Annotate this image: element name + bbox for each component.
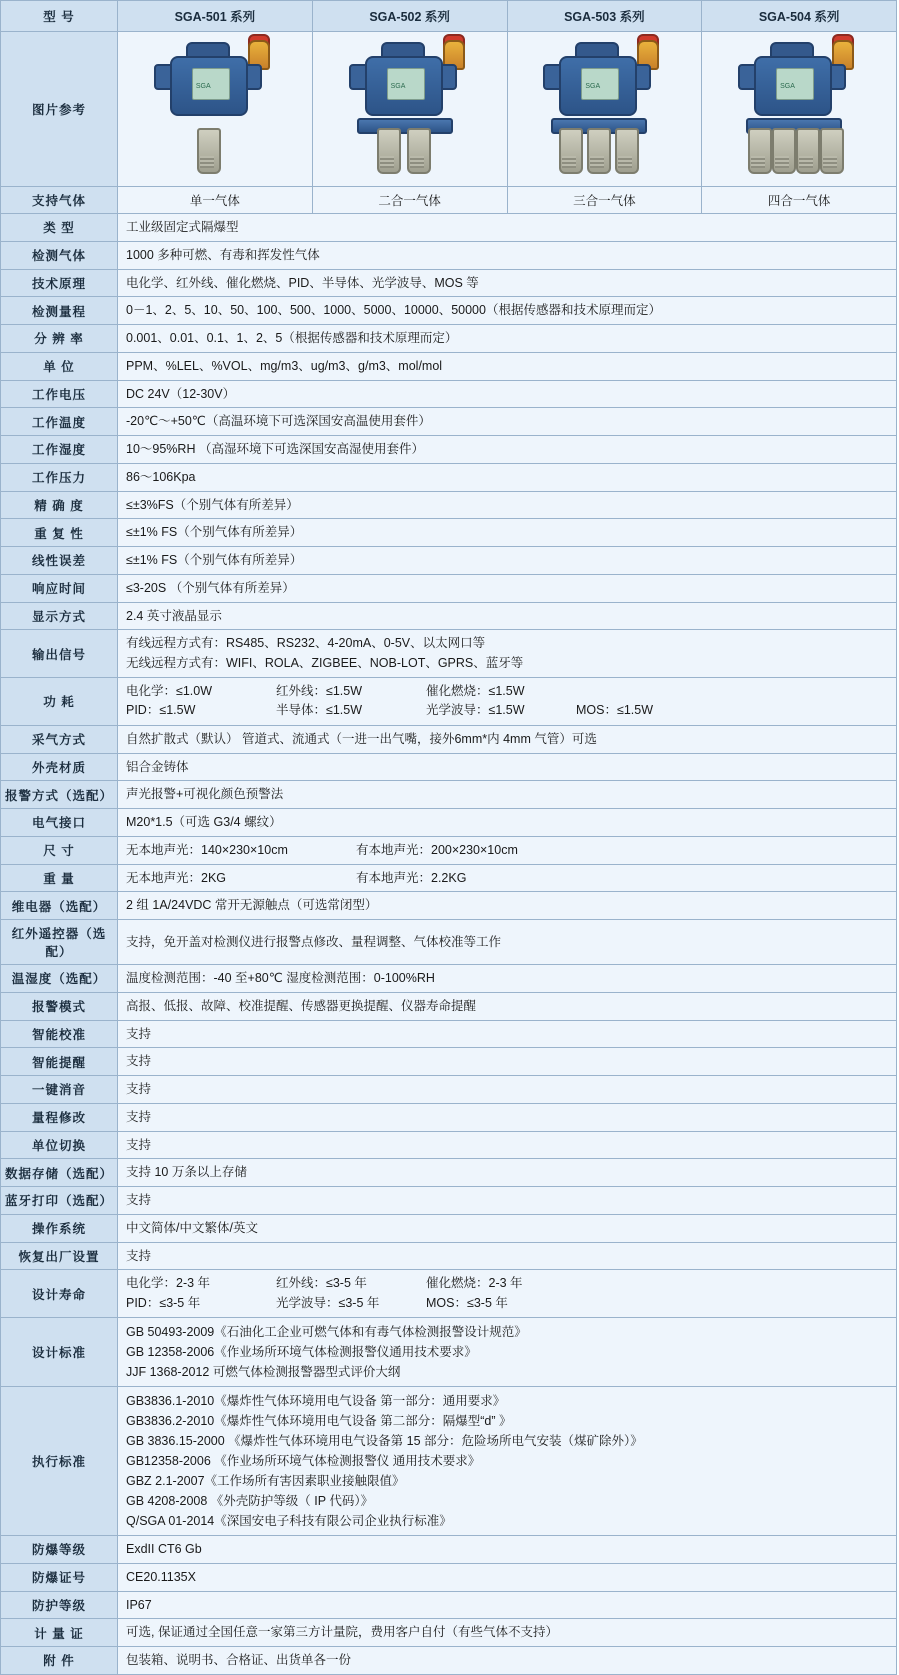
- table-row: [1, 491, 897, 519]
- model-header-3: SGA-503 系列: [507, 1, 702, 32]
- row-label-repeatability: 重 复 性: [1, 519, 118, 547]
- row-label-design-standard: 设计标准: [1, 1318, 118, 1387]
- device-body: [365, 56, 443, 116]
- table-row-gas-support: [1, 187, 897, 214]
- table-row: [1, 1591, 897, 1619]
- table-row: [1, 1131, 897, 1159]
- row-value-display: 2.4 英寸液晶显示: [118, 602, 897, 630]
- table-row: [1, 1103, 897, 1131]
- row-value-power: [118, 678, 897, 726]
- product-image-1: [118, 32, 313, 187]
- row-label-size: 尺 寸: [1, 836, 118, 864]
- device-probe-1: [559, 128, 583, 174]
- row-value-pressure: 86～106Kpa: [118, 463, 897, 491]
- device-probe-2: [772, 128, 796, 174]
- row-value-one-key-mute: 支持: [118, 1076, 897, 1104]
- row-label-os: 操作系统: [1, 1214, 118, 1242]
- row-label-type: 类 型: [1, 214, 118, 242]
- device-probe-1: [197, 128, 221, 174]
- standard-line: JJF 1368-2012 可燃气体检测报警器型式评价大纲: [126, 1365, 401, 1379]
- table-row: [1, 436, 897, 464]
- exec-line: GB3836.1-2010《爆炸性气体环境用电气设备 第一部分：通用要求》: [126, 1394, 506, 1408]
- life-line-1: [126, 1274, 888, 1293]
- table-row-images: [1, 32, 897, 187]
- row-value-design-standard: [118, 1318, 897, 1387]
- row-value-electrical-interface: M20*1.5（可选 G3/4 螺纹）: [118, 809, 897, 837]
- row-label-design-life: 设计寿命: [1, 1270, 118, 1318]
- table-row: [1, 214, 897, 242]
- table-row: [1, 678, 897, 726]
- screen-text: SGA: [585, 83, 601, 90]
- row-value-alarm-type: 声光报警+可视化颜色预警法: [118, 781, 897, 809]
- device-screen: [192, 68, 230, 100]
- row-value-humidity: 10～95%RH （高湿环境下可选深国安高湿使用套件）: [118, 436, 897, 464]
- table-row: [1, 241, 897, 269]
- device-probe-1: [377, 128, 401, 174]
- row-value-smart-reminder: 支持: [118, 1048, 897, 1076]
- power-cell: 光学波导：≤1.5W: [426, 703, 525, 718]
- table-row: [1, 920, 897, 965]
- row-label-power: 功 耗: [1, 678, 118, 726]
- header-label: 型 号: [1, 1, 118, 32]
- table-row: [1, 269, 897, 297]
- power-cell: 半导体：≤1.5W: [276, 703, 363, 718]
- device-manifold: [357, 118, 453, 134]
- row-label-resolution: 分 辨 率: [1, 325, 118, 353]
- row-label-smart-reminder: 智能提醒: [1, 1048, 118, 1076]
- device-screen: [581, 68, 619, 100]
- table-row: [1, 1619, 897, 1647]
- exec-line: GB 3836.15-2000 《爆炸性气体环境用电气设备第 15 部分：危险场所电气安装（煤矿除外）》: [126, 1434, 643, 1448]
- row-value-ip-rating: IP67: [118, 1591, 897, 1619]
- row-value-housing: 铝合金铸体: [118, 753, 897, 781]
- row-label-housing: 外壳材质: [1, 753, 118, 781]
- row-label-ip-rating: 防护等级: [1, 1591, 118, 1619]
- table-row: [1, 463, 897, 491]
- row-value-factory-reset: 支持: [118, 1242, 897, 1270]
- power-cell: 红外线：≤1.5W: [276, 684, 363, 698]
- table-row: [1, 574, 897, 602]
- model-header-1: SGA-501 系列: [118, 1, 313, 32]
- output-wireless: 无线远程方式有：WIFI、ROLA、ZIGBEE、NOB-LOT、GPRS、蓝牙等: [126, 655, 524, 670]
- row-label-one-key-mute: 一键消音: [1, 1076, 118, 1104]
- table-row: [1, 519, 897, 547]
- row-value-temperature: -20℃～+50℃（高温环境下可选深国安高温使用套件）: [118, 408, 897, 436]
- row-label-principle: 技术原理: [1, 269, 118, 297]
- device-probe-3: [796, 128, 820, 174]
- table-row: [1, 1318, 897, 1387]
- device-illustration: [724, 34, 874, 184]
- power-line-1: [126, 682, 888, 701]
- gas-value-3: 三合一气体: [507, 187, 702, 214]
- table-row: [1, 781, 897, 809]
- row-label-response-time: 响应时间: [1, 574, 118, 602]
- table-row: [1, 836, 897, 864]
- product-image-3: [507, 32, 702, 187]
- row-value-range-modify: 支持: [118, 1103, 897, 1131]
- row-value-temp-humidity: 温度检测范围：-40 至+80℃ 湿度检测范围：0-100%RH: [118, 965, 897, 993]
- life-line-2: [126, 1294, 888, 1313]
- size-with-alarm: 有本地声光：200×230×10cm: [356, 842, 518, 857]
- row-value-design-life: [118, 1270, 897, 1318]
- table-row: [1, 1242, 897, 1270]
- row-value-weight: [118, 864, 897, 892]
- life-cell: PID：≤3-5 年: [126, 1295, 201, 1310]
- row-label-accuracy: 精 确 度: [1, 491, 118, 519]
- row-label-temp-humidity: 温湿度（选配）: [1, 965, 118, 993]
- table-row: [1, 753, 897, 781]
- size-without-alarm: 无本地声光：140×230×10cm: [126, 842, 288, 857]
- row-label-electrical-interface: 电气接口: [1, 809, 118, 837]
- table-row: [1, 1159, 897, 1187]
- row-label-alarm-mode: 报警模式: [1, 992, 118, 1020]
- row-label-ir-remote: 红外遥控器（选配）: [1, 920, 118, 965]
- row-value-response-time: ≤3-20S （个别气体有所差异）: [118, 574, 897, 602]
- device-probe-3: [615, 128, 639, 174]
- device-screen: [776, 68, 814, 100]
- row-value-repeatability: ≤±1% FS（个别气体有所差异）: [118, 519, 897, 547]
- device-body: [559, 56, 637, 116]
- table-row: [1, 1048, 897, 1076]
- exec-line: GB 4208-2008 《外壳防护等级（ IP 代码）》: [126, 1494, 374, 1508]
- row-value-accessories: 包装箱、说明书、合格证、出货单各一份: [118, 1647, 897, 1675]
- row-label-pressure: 工作压力: [1, 463, 118, 491]
- device-illustration: [335, 34, 485, 184]
- table-row: [1, 1536, 897, 1564]
- row-label-exec-standard: 执行标准: [1, 1387, 118, 1536]
- power-cell: MOS：≤1.5W: [576, 703, 654, 718]
- table-row: [1, 965, 897, 993]
- life-cell: MOS：≤3-5 年: [426, 1295, 508, 1310]
- table-row: [1, 864, 897, 892]
- row-value-smart-calibration: 支持: [118, 1020, 897, 1048]
- row-label-linearity: 线性误差: [1, 547, 118, 575]
- row-value-output-signal: [118, 630, 897, 678]
- device-probe-1: [748, 128, 772, 174]
- table-row: [1, 1020, 897, 1048]
- row-label-images: 图片参考: [1, 32, 118, 187]
- row-label-data-storage: 数据存储（选配）: [1, 1159, 118, 1187]
- row-value-unit-switch: 支持: [118, 1131, 897, 1159]
- row-value-accuracy: ≤±3%FS（个别气体有所差异）: [118, 491, 897, 519]
- row-label-sampling: 采气方式: [1, 725, 118, 753]
- row-value-type: 工业级固定式隔爆型: [118, 214, 897, 242]
- row-value-unit: PPM、%LEL、%VOL、mg/m3、ug/m3、g/m3、mol/mol: [118, 352, 897, 380]
- row-value-voltage: DC 24V（12-30V）: [118, 380, 897, 408]
- screen-text: SGA: [390, 83, 406, 90]
- row-value-data-storage: 支持 10 万条以上存储: [118, 1159, 897, 1187]
- row-value-relay: 2 组 1A/24VDC 常开无源触点（可选常闭型）: [118, 892, 897, 920]
- row-label-output-signal: 输出信号: [1, 630, 118, 678]
- power-cell: PID：≤1.5W: [126, 703, 196, 718]
- row-label-accessories: 附 件: [1, 1647, 118, 1675]
- table-row: [1, 1387, 897, 1536]
- row-value-exec-standard: [118, 1387, 897, 1536]
- device-illustration: [140, 34, 290, 184]
- table-row: [1, 1270, 897, 1318]
- table-row: [1, 1187, 897, 1215]
- product-image-2: [312, 32, 507, 187]
- row-value-range: 0－1、2、5、10、50、100、500、1000、5000、10000、50000（根据传感器和技术原理而定）: [118, 297, 897, 325]
- output-wired: 有线远程方式有：RS485、RS232、4-20mA、0-5V、以太网口等: [126, 636, 486, 651]
- table-row: [1, 547, 897, 575]
- row-value-detect-gas: 1000 多种可燃、有毒和挥发性气体: [118, 241, 897, 269]
- life-cell: 红外线：≤3-5 年: [276, 1276, 367, 1291]
- table-row: [1, 602, 897, 630]
- table-row: [1, 809, 897, 837]
- power-cell: 催化燃烧：≤1.5W: [426, 684, 525, 698]
- power-cell: 电化学：≤1.0W: [126, 684, 213, 698]
- row-label-temperature: 工作温度: [1, 408, 118, 436]
- row-value-linearity: ≤±1% FS（个别气体有所差异）: [118, 547, 897, 575]
- exec-line: GB12358-2006 《作业场所环境气体检测报警仪 通用技术要求》: [126, 1454, 481, 1468]
- screen-text: SGA: [780, 83, 795, 90]
- row-value-ex-rating: ExdII CT6 Gb: [118, 1536, 897, 1564]
- device-probe-2: [407, 128, 431, 174]
- exec-line: GB3836.2-2010《爆炸性气体环境用电气设备 第二部分：隔爆型“d” 》: [126, 1414, 512, 1428]
- table-row: [1, 325, 897, 353]
- row-value-alarm-mode: 高报、低报、故障、校准提醒、传感器更换提醒、仪器寿命提醒: [118, 992, 897, 1020]
- device-probe-2: [587, 128, 611, 174]
- row-label-alarm-type: 报警方式（选配）: [1, 781, 118, 809]
- life-cell: 电化学：2-3 年: [126, 1276, 211, 1291]
- weight-with-alarm: 有本地声光：2.2KG: [356, 870, 467, 885]
- standard-line: GB 12358-2006《作业场所环境气体检测报警仪通用技术要求》: [126, 1345, 477, 1359]
- device-body: [754, 56, 832, 116]
- model-header-4: SGA-504 系列: [702, 1, 897, 32]
- standard-line: GB 50493-2009《石油化工企业可燃气体和有毒气体检测报警设计规范》: [126, 1325, 527, 1339]
- row-label-humidity: 工作湿度: [1, 436, 118, 464]
- life-cell: 光学波导：≤3-5 年: [276, 1295, 380, 1310]
- gas-value-2: 二合一气体: [312, 187, 507, 214]
- model-header-2: SGA-502 系列: [312, 1, 507, 32]
- table-row: [1, 352, 897, 380]
- row-label-voltage: 工作电压: [1, 380, 118, 408]
- exec-line: Q/SGA 01-2014《深国安电子科技有限公司企业执行标准》: [126, 1514, 452, 1528]
- exec-line: GBZ 2.1-2007《工作场所有害因素职业接触限值》: [126, 1474, 405, 1488]
- row-label-display: 显示方式: [1, 602, 118, 630]
- table-header-row: [1, 1, 897, 32]
- power-line-2: [126, 701, 888, 720]
- product-image-4: [702, 32, 897, 187]
- row-label-relay: 维电器（选配）: [1, 892, 118, 920]
- row-value-sampling: 自然扩散式（默认） 管道式、流通式（一进一出气嘴，接外6mm*内 4mm 气管）可选: [118, 725, 897, 753]
- device-probe-4: [820, 128, 844, 174]
- row-value-size: [118, 836, 897, 864]
- row-value-principle: 电化学、红外线、催化燃烧、PID、半导体、光学波导、MOS 等: [118, 269, 897, 297]
- row-label-smart-calibration: 智能校准: [1, 1020, 118, 1048]
- row-value-resolution: 0.001、0.01、0.1、1、2、5（根据传感器和技术原理而定）: [118, 325, 897, 353]
- table-row: [1, 725, 897, 753]
- row-label-unit: 单 位: [1, 352, 118, 380]
- row-value-ir-remote: 支持，免开盖对检测仪进行报警点修改、量程调整、气体校准等工作: [118, 920, 897, 965]
- row-value-metrology-cert: 可选, 保证通过全国任意一家第三方计量院，费用客户自付（有些气体不支持）: [118, 1619, 897, 1647]
- table-row: [1, 1214, 897, 1242]
- row-label-detect-gas: 检测气体: [1, 241, 118, 269]
- table-row: [1, 380, 897, 408]
- device-illustration: [529, 34, 679, 184]
- table-row: [1, 1076, 897, 1104]
- row-value-ex-cert: CE20.1135X: [118, 1563, 897, 1591]
- screen-text: SGA: [195, 83, 211, 90]
- table-row: [1, 992, 897, 1020]
- table-row: [1, 630, 897, 678]
- weight-without-alarm: 无本地声光：2KG: [126, 870, 227, 885]
- row-label-weight: 重 量: [1, 864, 118, 892]
- row-value-bluetooth-print: 支持: [118, 1187, 897, 1215]
- table-row: [1, 408, 897, 436]
- device-screen: [387, 68, 425, 100]
- gas-value-1: 单一气体: [118, 187, 313, 214]
- gas-value-4: 四合一气体: [702, 187, 897, 214]
- row-value-os: 中文简体/中文繁体/英文: [118, 1214, 897, 1242]
- row-label-range-modify: 量程修改: [1, 1103, 118, 1131]
- row-label-ex-rating: 防爆等级: [1, 1536, 118, 1564]
- row-label-gas-support: 支持气体: [1, 187, 118, 214]
- row-label-ex-cert: 防爆证号: [1, 1563, 118, 1591]
- table-row: [1, 1647, 897, 1675]
- row-label-metrology-cert: 计 量 证: [1, 1619, 118, 1647]
- device-body: [170, 56, 248, 116]
- row-label-unit-switch: 单位切换: [1, 1131, 118, 1159]
- row-label-factory-reset: 恢复出厂设置: [1, 1242, 118, 1270]
- row-label-range: 检测量程: [1, 297, 118, 325]
- row-label-bluetooth-print: 蓝牙打印（选配）: [1, 1187, 118, 1215]
- life-cell: 催化燃烧：2-3 年: [426, 1276, 523, 1291]
- table-row: [1, 297, 897, 325]
- table-row: [1, 892, 897, 920]
- table-row: [1, 1563, 897, 1591]
